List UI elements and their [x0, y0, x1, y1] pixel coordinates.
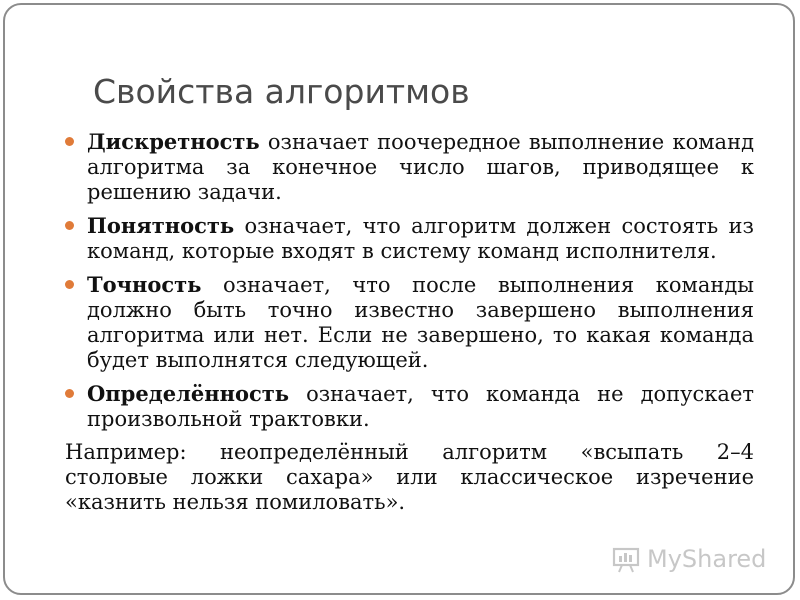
example-paragraph: Например: неопределённый алгоритм «всыпать 2–4 столовые ложки сахара» или классическое изречение «казнить нельзя помиловать». [65, 440, 754, 514]
bullet-dot-icon [65, 389, 74, 398]
bullet-text: означает, что алгоритм должен состоять из команд, которые входят в систему команд исполнителя. [87, 214, 754, 263]
bullet-term: Дискретность [87, 129, 260, 154]
bullet-item-discreteness [62, 129, 754, 205]
slide [3, 3, 795, 595]
bullet-item-clarity [62, 213, 754, 264]
bullet-term: Точность [87, 272, 202, 297]
bullet-term: Понятность [87, 213, 235, 238]
watermark [611, 543, 766, 575]
bullet-text: означает поочередное выполнение команд алгоритма за конечное число шагов, приводящее к решению задачи. [87, 130, 754, 204]
watermark-text: MyShared [647, 545, 767, 573]
bullet-dot-icon [65, 221, 74, 230]
bullet-dot-icon [65, 137, 74, 146]
slide-title: Свойства алгоритмов [93, 72, 470, 111]
bullet-text: означает, что команда не допускает произвольной трактовки. [87, 382, 754, 431]
bullet-term: Определённость [87, 381, 290, 406]
presentation-board-icon [611, 544, 641, 574]
bullet-dot-icon [65, 280, 74, 289]
bullet-item-definiteness [62, 381, 754, 432]
bullet-text: означает, что после выполнения команды должно быть точно известно завершено выполнения алгоритма или нет. Если не завершено, то какая команда будет выполнятся следующей. [87, 273, 754, 372]
slide-content [62, 129, 754, 515]
bullet-item-accuracy [62, 272, 754, 373]
